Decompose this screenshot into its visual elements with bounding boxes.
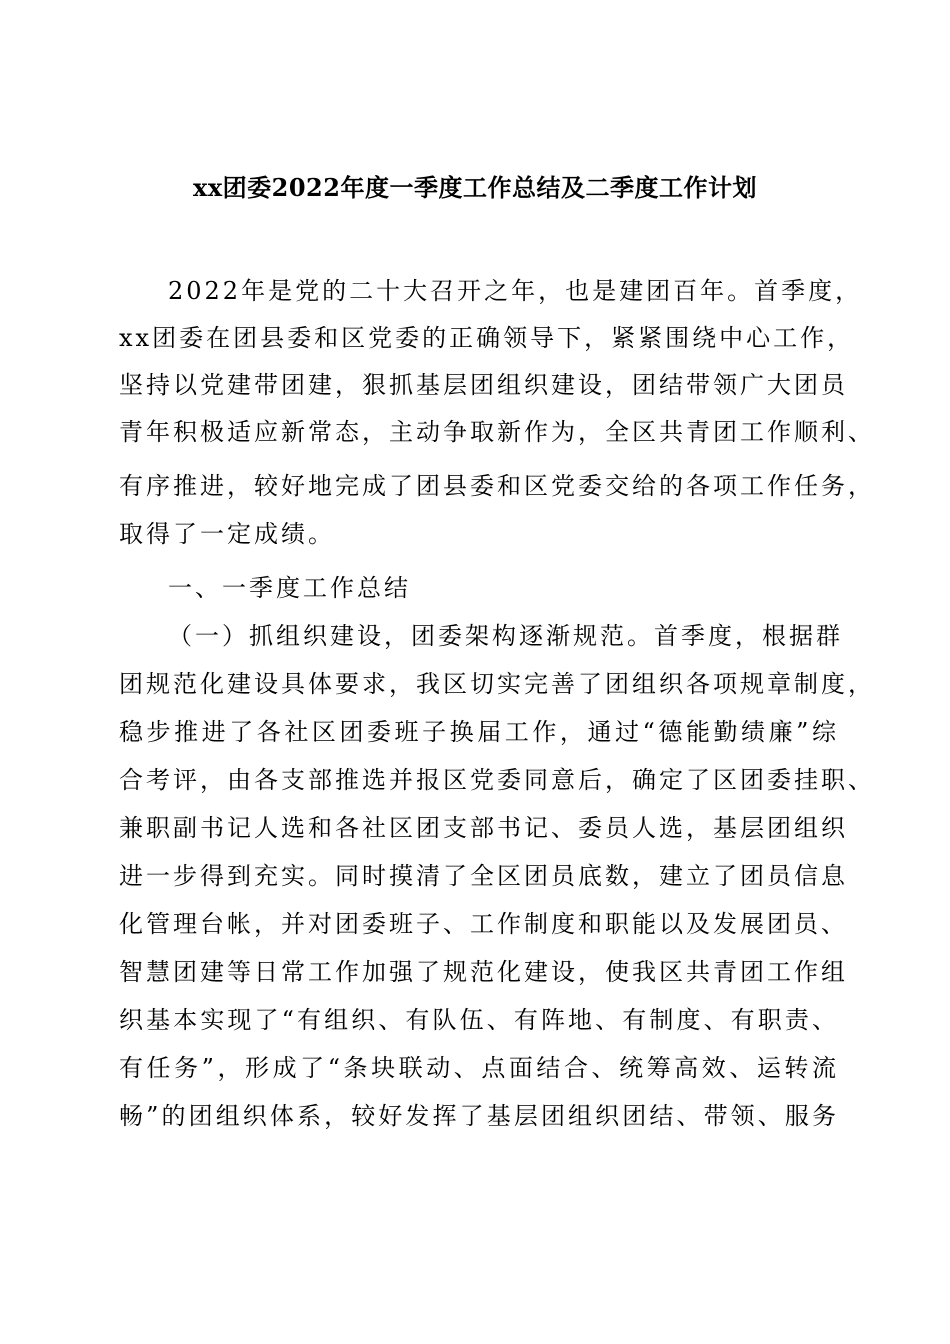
paragraph-line: 2022年是党的二十大召开之年，也是建团百年。首季度， — [168, 277, 863, 305]
paragraph-line: 取得了一定成绩。 — [119, 520, 335, 548]
paragraph-line: 进一步得到充实。同时摸清了全区团员底数，建立了团员信息 — [119, 862, 848, 890]
paragraph-line: 青年积极适应新常态，主动争取新作为，全区共青团工作顺利、 — [119, 418, 875, 446]
paragraph-line: 智慧团建等日常工作加强了规范化建设，使我区共青团工作组 — [119, 958, 848, 986]
paragraph-line: xx团委在团县委和区党委的正确领导下，紧紧围绕中心工作， — [119, 324, 855, 352]
paragraph-line: 稳步推进了各社区团委班子换届工作，通过“德能勤绩廉”综 — [119, 718, 839, 746]
paragraph-line: 织基本实现了“有组织、有队伍、有阵地、有制度、有职责、 — [119, 1006, 839, 1034]
paragraph-line: 兼职副书记人选和各社区团支部书记、委员人选，基层团组织 — [119, 814, 848, 842]
paragraph-line: 坚持以党建带团建，狠抓基层团组织建设，团结带领广大团员 — [119, 371, 848, 399]
document-title: xx团委2022年度一季度工作总结及二季度工作计划 — [193, 173, 757, 202]
paragraph-line: 有序推进，较好地完成了团县委和区党委交给的各项工作任务， — [119, 472, 875, 500]
section-heading: 一、一季度工作总结 — [168, 574, 411, 602]
paragraph-line: 化管理台帐，并对团委班子、工作制度和职能以及发展团员、 — [119, 910, 848, 938]
paragraph-line: 团规范化建设具体要求，我区切实完善了团组织各项规章制度， — [119, 670, 875, 698]
paragraph-line: （一）抓组织建设，团委架构逐渐规范。首季度，根据群 — [168, 622, 843, 650]
paragraph-line: 畅”的团组织体系，较好发挥了基层团组织团结、带领、服务 — [119, 1102, 839, 1130]
paragraph-line: 合考评，由各支部推选并报区党委同意后，确定了区团委挂职、 — [119, 766, 875, 794]
paragraph-line: 有任务”，形成了“条块联动、点面结合、统筹高效、运转流 — [119, 1054, 839, 1082]
